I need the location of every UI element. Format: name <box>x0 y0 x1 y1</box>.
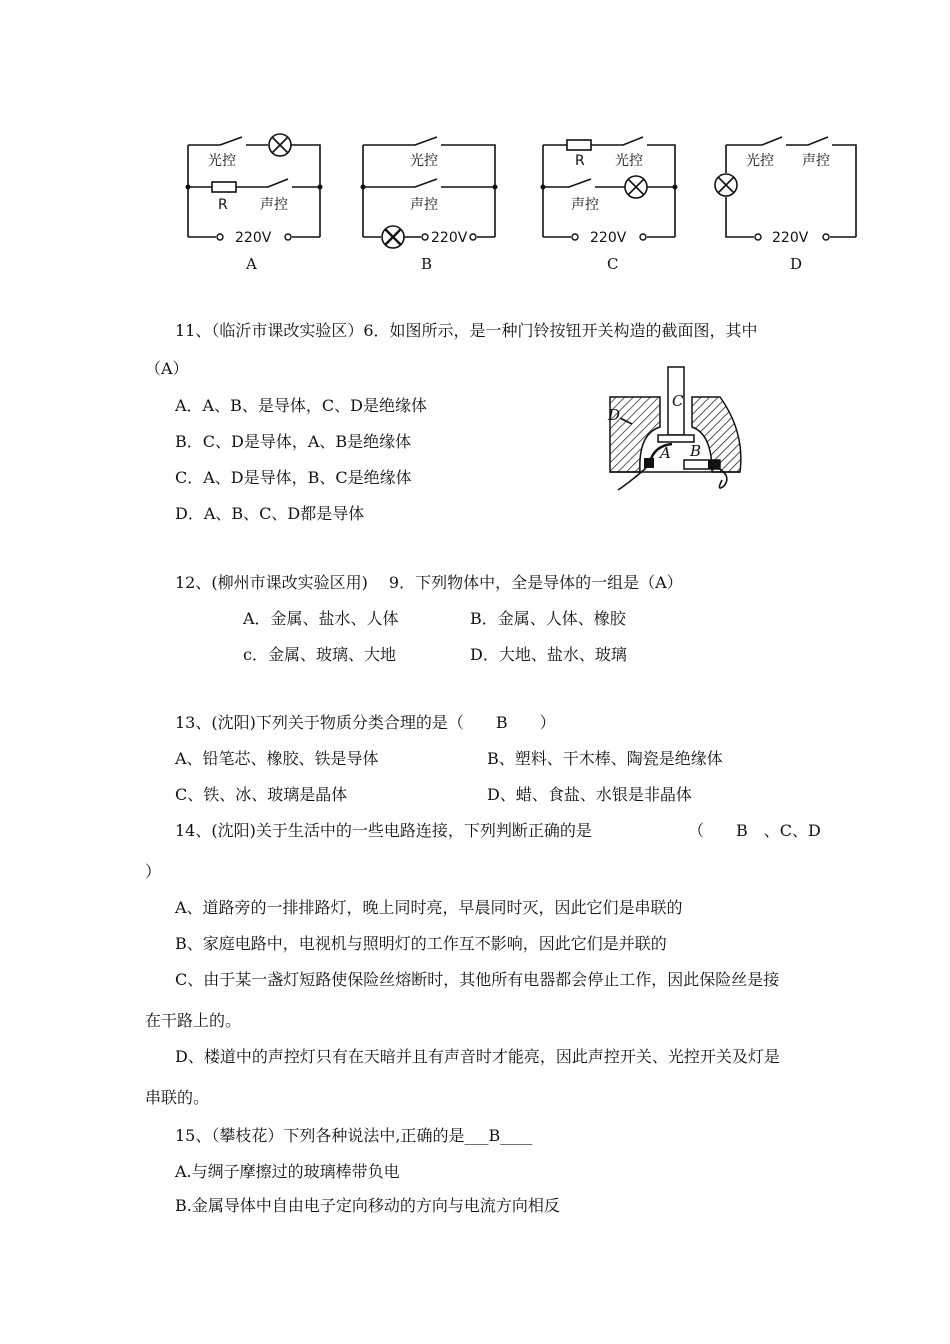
doorbell-label-c: C <box>672 392 684 410</box>
question-13-stem: 13、(沈阳)下列关于物质分类合理的是（ B ） <box>175 713 556 732</box>
question-14-option-d: D、楼道中的声控灯只有在天暗并且有声音时才能亮，因此声控开关、光控开关及灯是 <box>175 1047 780 1066</box>
circuit-a-r-label: R <box>218 197 228 213</box>
question-14-answer: （ B 、C、D <box>688 821 821 840</box>
circuit-c-diagram <box>535 125 685 273</box>
doorbell-label-b: B <box>690 442 702 460</box>
circuit-c-letter: C <box>607 255 619 273</box>
circuit-b-sound-label: 声控 <box>410 197 438 213</box>
circuit-c-r-label: R <box>575 153 585 169</box>
circuit-a-light-label: 光控 <box>208 153 236 169</box>
question-11-option-b: B．C、D是导体，A、B是绝缘体 <box>175 432 412 451</box>
circuit-d <box>710 125 860 274</box>
circuit-d-light-label: 光控 <box>746 153 774 169</box>
circuit-a-sound-label: 声控 <box>260 197 288 213</box>
question-14-option-c: C、由于某一盏灯短路使保险丝熔断时，其他所有电器都会停止工作，因此保险丝是接 <box>175 970 780 989</box>
question-15-option-a: A.与绸子摩擦过的玻璃棒带负电 <box>175 1162 400 1181</box>
circuit-a-letter: A <box>246 255 257 273</box>
question-13-option-b: B、塑料、干木棒、陶瓷是绝缘体 <box>487 749 723 768</box>
question-15-option-b: B.金属导体中自由电子定向移动的方向与电流方向相反 <box>175 1196 560 1215</box>
question-13-option-a: A、铅笔芯、橡胶、铁是导体 <box>175 749 379 768</box>
question-11-answer: （A） <box>145 359 189 378</box>
doorbell-label-d: D <box>608 406 621 424</box>
question-14-option-c-cont: 在干路上的。 <box>145 1011 242 1030</box>
doorbell-label-a: A <box>660 444 671 462</box>
question-11-option-d: D．A、B、C、D都是导体 <box>175 504 365 523</box>
circuit-d-letter: D <box>790 255 803 273</box>
question-14-option-b: B、家庭电路中，电视机与照明灯的工作互不影响，因此它们是并联的 <box>175 934 667 953</box>
circuit-d-voltage-label: 220V <box>772 230 809 246</box>
circuit-d-diagram <box>710 125 860 273</box>
question-12-option-b: B．金属、人体、橡胶 <box>470 609 626 628</box>
circuit-b-letter: B <box>421 255 433 273</box>
circuit-d-sound-label: 声控 <box>802 153 830 169</box>
question-11-option-a: A．A、B、是导体，C、D是绝缘体 <box>175 396 427 415</box>
question-14-option-d-cont: 串联的。 <box>145 1088 210 1107</box>
circuit-b-diagram <box>355 125 505 273</box>
doorbell-cross-section <box>600 362 750 492</box>
resistor-icon <box>212 182 236 192</box>
circuit-c-light-label: 光控 <box>615 153 643 169</box>
question-11-option-c: C．A、D是导体，B、C是绝缘体 <box>175 468 412 487</box>
circuit-b <box>355 125 505 274</box>
question-12-option-c: c．金属、玻璃、大地 <box>243 645 396 664</box>
circuit-b-light-label: 光控 <box>410 153 438 169</box>
circuit-a-diagram <box>180 125 330 273</box>
circuit-b-voltage-label: 220V <box>431 230 468 246</box>
doorbell-figure <box>600 362 750 492</box>
circuit-c-voltage-label: 220V <box>590 230 627 246</box>
resistor-icon <box>567 140 591 150</box>
question-15-stem: 15、（攀枝花）下列各种说法中,正确的是___B____ <box>175 1126 533 1145</box>
question-14-answer-close: ） <box>145 862 162 881</box>
question-14-stem: 14、(沈阳)关于生活中的一些电路连接，下列判断正确的是 <box>175 821 592 840</box>
question-11-stem: 11、（临沂市课改实验区）6．如图所示，是一种门铃按钮开关构造的截面图，其中 <box>175 321 758 340</box>
question-12-option-a: A．金属、盐水、人体 <box>243 609 399 628</box>
question-13-option-d: D、蜡、食盐、水银是非晶体 <box>487 785 692 804</box>
circuit-a-voltage-label: 220V <box>235 230 272 246</box>
question-12-stem: 12、(柳州市课改实验区用) 9．下列物体中，全是导体的一组是（A） <box>175 573 683 592</box>
question-12-option-d: D．大地、盐水、玻璃 <box>470 645 627 664</box>
circuit-c-sound-label: 声控 <box>571 197 599 213</box>
circuit-c <box>535 125 685 274</box>
question-13-option-c: C、铁、冰、玻璃是晶体 <box>175 785 348 804</box>
circuit-a <box>180 125 330 274</box>
question-14-option-a: A、道路旁的一排排路灯，晚上同时亮，早晨同时灭，因此它们是串联的 <box>175 898 683 917</box>
